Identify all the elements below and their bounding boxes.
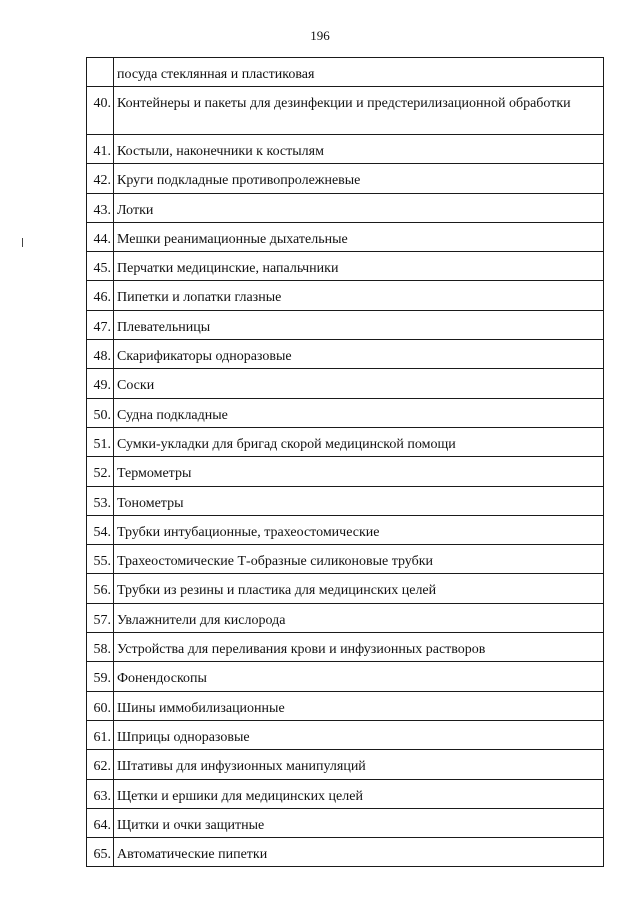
table-row (87, 574, 604, 603)
table-row (87, 252, 604, 281)
page-number: 196 (310, 28, 330, 43)
row-text: Шины иммобилизационные (114, 691, 604, 720)
row-text: Костыли, наконечники к костылям (114, 135, 604, 164)
table-row (87, 838, 604, 867)
row-number: 42. (87, 164, 114, 193)
table-row (87, 779, 604, 808)
table-row (87, 340, 604, 369)
table-row (87, 457, 604, 486)
row-text: Устройства для переливания крови и инфузионных растворов (114, 633, 604, 662)
items-table-body (87, 58, 604, 867)
row-number: 44. (87, 222, 114, 251)
row-number: 50. (87, 398, 114, 427)
row-text: Скарификаторы одноразовые (114, 340, 604, 369)
table-row (87, 281, 604, 310)
row-text: Тонометры (114, 486, 604, 515)
row-number: 60. (87, 691, 114, 720)
row-text: Соски (114, 369, 604, 398)
row-text: Мешки реанимационные дыхательные (114, 222, 604, 251)
table-row (87, 603, 604, 632)
row-number: 59. (87, 662, 114, 691)
table-row (87, 515, 604, 544)
table-row (87, 135, 604, 164)
row-number: 41. (87, 135, 114, 164)
row-text: Сумки-укладки для бригад скорой медицинской помощи (114, 427, 604, 456)
row-text: Круги подкладные противопролежневые (114, 164, 604, 193)
row-text: Лотки (114, 193, 604, 222)
row-text: Судна подкладные (114, 398, 604, 427)
row-number: 46. (87, 281, 114, 310)
row-text: Щитки и очки защитные (114, 808, 604, 837)
row-number: 53. (87, 486, 114, 515)
row-number: 63. (87, 779, 114, 808)
row-text: Трубки интубационные, трахеостомические (114, 515, 604, 544)
row-number: 58. (87, 633, 114, 662)
table-row (87, 222, 604, 251)
row-text: Перчатки медицинские, напальчники (114, 252, 604, 281)
row-number: 54. (87, 515, 114, 544)
row-text: Контейнеры и пакеты для дезинфекции и предстерилизационной обработки (114, 87, 604, 135)
table-row (87, 720, 604, 749)
row-text: Щетки и ершики для медицинских целей (114, 779, 604, 808)
row-number: 52. (87, 457, 114, 486)
row-number (87, 58, 114, 87)
table-row (87, 398, 604, 427)
table-row (87, 750, 604, 779)
table-row (87, 486, 604, 515)
row-number: 57. (87, 603, 114, 632)
row-number: 40. (87, 87, 114, 135)
row-text: Трахеостомические Т-образные силиконовые трубки (114, 545, 604, 574)
row-text: Трубки из резины и пластика для медицинских целей (114, 574, 604, 603)
row-number: 45. (87, 252, 114, 281)
row-text: Шприцы одноразовые (114, 720, 604, 749)
table-row (87, 808, 604, 837)
row-text: Штативы для инфузионных манипуляций (114, 750, 604, 779)
row-number: 48. (87, 340, 114, 369)
row-number: 47. (87, 310, 114, 339)
table-row (87, 310, 604, 339)
table-row (87, 427, 604, 456)
row-number: 43. (87, 193, 114, 222)
row-text: Увлажнители для кислорода (114, 603, 604, 632)
table-row (87, 193, 604, 222)
scan-mark (22, 238, 23, 247)
table-row (87, 633, 604, 662)
row-text: Фонендоскопы (114, 662, 604, 691)
table-row (87, 545, 604, 574)
table-row (87, 662, 604, 691)
items-table (86, 57, 604, 867)
table-row (87, 87, 604, 135)
table-row (87, 58, 604, 87)
table-row (87, 164, 604, 193)
table-row (87, 691, 604, 720)
row-text: Автоматические пипетки (114, 838, 604, 867)
row-number: 62. (87, 750, 114, 779)
row-text: посуда стеклянная и пластиковая (114, 58, 604, 87)
row-number: 51. (87, 427, 114, 456)
row-text: Пипетки и лопатки глазные (114, 281, 604, 310)
row-number: 65. (87, 838, 114, 867)
row-number: 49. (87, 369, 114, 398)
row-text: Плевательницы (114, 310, 604, 339)
row-number: 61. (87, 720, 114, 749)
row-number: 56. (87, 574, 114, 603)
table-row (87, 369, 604, 398)
row-number: 55. (87, 545, 114, 574)
row-number: 64. (87, 808, 114, 837)
row-text: Термометры (114, 457, 604, 486)
